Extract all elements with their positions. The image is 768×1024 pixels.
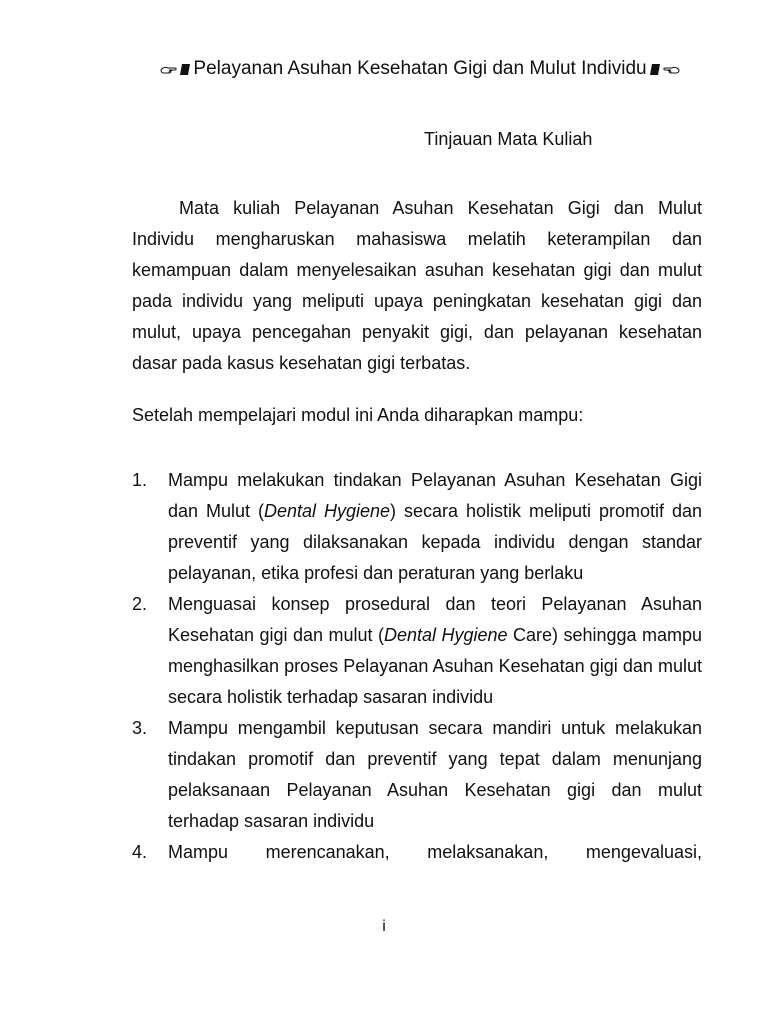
list-item-text: Mampu mengambil keputusan secara mandiri untuk melakukan tindakan promotif dan preventif yang tepat dalam menunjang pelaksanaan Pelayanan Asuhan Kesehatan gigi dan mulut terhadap sasaran individu xyxy=(168,718,702,831)
hand-pointing-right-icon xyxy=(160,62,178,76)
page-number: i xyxy=(382,918,386,935)
black-quadrilateral-icon xyxy=(649,63,661,76)
header-ornament-left xyxy=(160,62,191,76)
list-item xyxy=(132,837,702,868)
list-number: 1. xyxy=(132,470,148,490)
list-item xyxy=(132,589,702,713)
list-item xyxy=(132,465,702,589)
hand-pointing-left-icon xyxy=(662,62,680,76)
section-title: Tinjauan Mata Kuliah xyxy=(424,129,593,149)
list-number: 2. xyxy=(132,594,148,614)
list-item-text: Mampu merencanakan, melaksanakan, mengevaluasi, xyxy=(168,842,702,862)
list-number: 3. xyxy=(132,718,148,738)
italic-term: Dental Hygiene xyxy=(383,625,508,645)
list-item-text: Menguasai konsep prosedural dan teori Pelayanan Asuhan Kesehatan gigi dan mulut (Dental Hygiene Care) sehingga mampu menghasilkan proses Pelayanan Asuhan Kesehatan gigi dan mulut secara holistik terhadap sasaran individu xyxy=(168,594,703,707)
intro-paragraph: Mata kuliah Pelayanan Asuhan Kesehatan Gigi dan Mulut Individu mengharuskan mahasiswa melatih keterampilan dan kemampuan dalam menyelesaikan asuhan kesehatan gigi dan mulut pada individu yang meliputi upaya peningkatan kesehatan gigi dan mulut, upaya pencegahan penyakit gigi, dan pelayanan kesehatan dasar pada kasus kesehatan gigi terbatas. xyxy=(132,198,702,373)
black-quadrilateral-icon xyxy=(179,63,191,76)
list-number: 4. xyxy=(132,842,148,862)
objectives-lead: Setelah mempelajari modul ini Anda diharapkan mampu: xyxy=(132,405,584,425)
header-ornament-right xyxy=(649,62,680,76)
objectives-list xyxy=(132,465,702,868)
page-header xyxy=(140,58,700,80)
list-item-text: Mampu melakukan tindakan Pelayanan Asuhan Kesehatan Gigi dan Mulut (Dental Hygiene) secara holistik meliputi promotif dan preventif yang dilaksanakan kepada individu dengan standar pelayanan, etika profesi dan peraturan yang berlaku xyxy=(168,470,702,583)
header-title: Pelayanan Asuhan Kesehatan Gigi dan Mulut Individu xyxy=(193,58,647,79)
italic-term: Dental Hygiene xyxy=(263,501,391,521)
list-item xyxy=(132,713,702,837)
